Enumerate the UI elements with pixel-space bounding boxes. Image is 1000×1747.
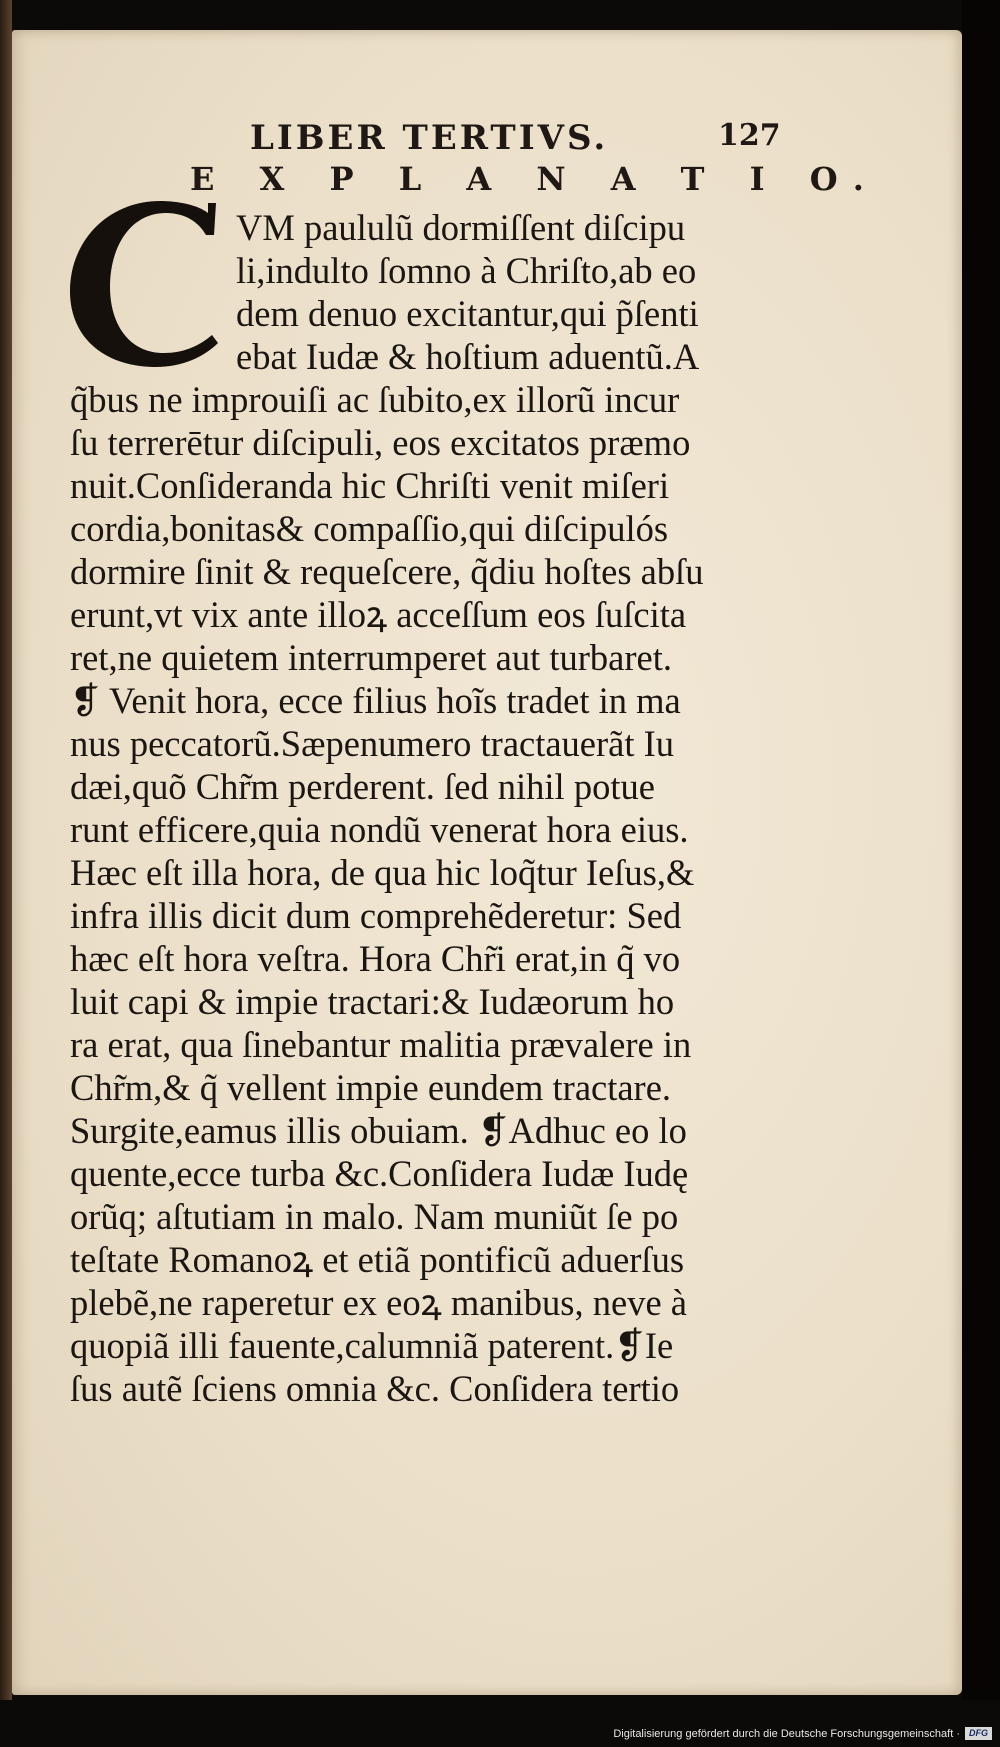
text-line: erunt,vt vix ante illoꝝ acceſſum eos ſuſcita [70,594,687,635]
text-line: teſtate Romanoꝝ et etiã pontificũ aduerſus [70,1239,685,1280]
text-line: ra erat, qua ſinebantur malitia prævalere in [70,1024,692,1065]
text-line: li,indulto ſomno à Chriſto,ab eo [236,250,697,291]
text-line: nus peccatorũ.Sæpenumero tractauerãt Iu [70,723,675,764]
text-line: ❡ Venit hora, ecce filius hoĩs tradet in ma [70,680,681,721]
text-line: q̃bus ne improuiſi ac ſubito,ex illorũ incur [70,379,680,420]
dfg-logo: DFG [965,1727,992,1740]
text-line: dæi,quõ Chr̃m perderent. ſed nihil potue [70,766,655,807]
text-line: runt efficere,quia nondũ venerat hora eius. [70,809,689,850]
text-line: ebat Iudæ & hoſtium aduentũ.A [236,336,700,377]
text-line: ſus autẽ ſciens omnia &c. Conſidera tertio [70,1368,680,1409]
text-line: Hæc eſt illa hora, de qua hic loq̃tur Ieſus,& [70,852,695,893]
text-line: Surgite,eamus illis obuiam. ❡Adhuc eo lo [70,1110,687,1151]
text-line: hæc eſt hora veſtra. Hora Chr̃i erat,in q̃ vo [70,938,681,979]
text-line: VM paululũ dormiſſent diſcipu [236,207,686,248]
funding-note: Digitalisierung gefördert durch die Deutsche Forschungsgemeinschaft · [613,1728,960,1740]
running-title: LIBER TERTIVS. [250,118,609,158]
page-number: 127 [718,118,781,153]
text-line: luit capi & impie tractari:& Iudæorum ho [70,981,675,1022]
text-line: plebẽ,ne raperetur ex eoꝝ manibus, neve à [70,1282,687,1323]
text-line: cordia,bonitas& compaſſio,qui diſcipulós [70,508,669,549]
text-line: dem denuo excitantur,qui p̃ſenti [236,293,699,334]
text-line: nuit.Conſideranda hic Chriſti venit miſeri [70,465,670,506]
section-heading: E X P L A N A T I O. [190,160,881,198]
text-line: ret,ne quietem interrumperet aut turbaret. [70,637,672,678]
text-line: orũq; aſtutiam in malo. Nam muniũt ſe po [70,1196,679,1237]
text-line: quente,ecce turba &c.Conſidera Iudæ Iudę [70,1153,689,1194]
text-line: dormire ſinit & requeſcere, q̃diu hoſtes abſu [70,551,704,592]
text-line: infra illis dicit dum comprehẽderetur: Sed [70,895,682,936]
text-line: Chr̃m,& q̃ vellent impie eundem tractare. [70,1067,672,1108]
text-line: ſu terrerētur diſcipuli, eos excitatos præmo [70,422,691,463]
text-line: quopiã illi fauente,calumniã paterent.❡Ie [70,1325,674,1366]
